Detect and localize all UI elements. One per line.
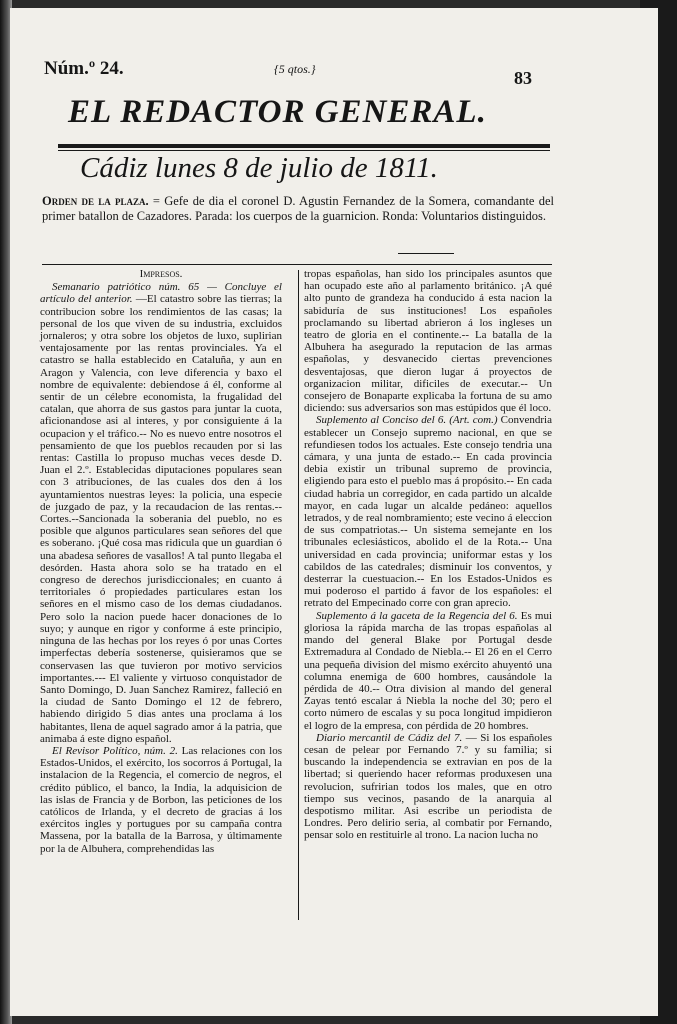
article-body: Convendria establecer un Consejo supremo nacional, en que se refundiesen todos los actuales. Este consejo tendria una cámara, y una junta de estado.-- En cada provincia debia existir un tribunal supremo de provincia, eligiendo para esto el pueblo mas á propósito.-- En cada ciudad habria un corregidor, en cada partido un alcalde mayor, en cada lugar un alcalde pedáneo: aquellos letrados, y de real nombramiento; este vecino á eleccion de sus compatriotas.-- Un sistema semejante en los tribunales eclesiásticos, abolido el de la Rota.-- Una universidad en cada provincia; uniformar estas y los cabildos de las catedrales; disminuir los conventos, y desterrar la cuestuacion.-- En los Estados-Unidos es mui poderoso el partido á favor de los españoles: el retrato del Empecinado corre con gran aprecio. bbox=[304, 414, 552, 610]
orden-de-la-plaza bbox=[42, 194, 554, 224]
dateline: Cádiz lunes 8 de julio de 1811. bbox=[80, 152, 438, 184]
article-paragraph bbox=[304, 610, 552, 732]
article-lead: Diario mercantil de Cádiz del 7. bbox=[316, 731, 463, 744]
article-paragraph bbox=[304, 268, 552, 414]
orden-heading: Orden de la plaza. bbox=[42, 194, 149, 208]
article-body: Es mui gloriosa la rápida marcha de las tropas españolas al mando del general Blake por Portugal desde Extremadura al Condado de Niebla.-- El 26 en el Cerro una pequeña division del mismo exército ahuyentó una columna enemiga de 600 hombres, causándole la pérdida de 40.-- Otra division al mando del general Zayas tentó escalar á Niebla la noche del 30; pero el corto número de escalas y su poca longitud impidieron el logro de la empresa, con pérdida de 20 hombres. bbox=[304, 609, 553, 732]
article-paragraph bbox=[40, 745, 282, 855]
article-paragraph bbox=[40, 281, 282, 745]
title-rule-thin bbox=[58, 150, 550, 151]
article-body: tropas españolas, han sido los principales asuntos que han ocupado este año al parlamento británico. ¡A qué alto punto de grandeza ha conducido á esta nacion la sabiduría de sus instituciones! Los españoles proclamando su libertad abrieron á los ingleses un teatro de gloria en el continente.-- La batalla de la Albuhera ha asegurado la reputacion de las armas españolas, y desvanecido ciertas prevenciones desventajosas, que dieron lugar á proyectos de organizacion militar, dificiles de executar.-- Un consejero de Bonaparte explicaba la fortuna de su amo diciendo: sus adversarios son mas estúpidos que él loco. bbox=[304, 268, 552, 415]
section-heading: Impresos. bbox=[139, 268, 183, 280]
article-lead: Semanario patriótico núm. 65 — Concluye el artículo del anterior. bbox=[40, 281, 282, 306]
left-column bbox=[40, 268, 282, 855]
article-lead: Suplemento al Conciso del 6. (Art. com.) bbox=[316, 414, 498, 427]
article-body: Las relaciones con los Estados-Unidos, el exército, los socorros á Portugal, la instalacion de la Regencia, el comercio de negros, el crédito público, el banco, la India, la adquisicion de las islas de Francia y de Borbon, las peticiones de los católicos de Irlanda, y el decreto de gracias á los exércitos ingles y portugues por su campaña contra Massena, por la batalla de la Barrosa, y últimamente por la de Albuhera, comprehendidas las bbox=[40, 744, 283, 855]
newspaper-page bbox=[10, 8, 658, 1016]
title-rule-thick bbox=[58, 144, 550, 148]
article-body: —El catastro sobre las tierras; la contribucion sobre los rendimientos de las casas; la personal de los que viven de su industria, excluidos jornaleros; y otra sobre los objetos de luxo, suplirian ventajosamente por las rentas provinciales. Ya el catastro se halla establecido en Cataluña, y aun en Aragon y Valencia, con leve diferencia y baxo el nombre de equivalente: debiendose á él, conforme al sentir de un célebre economista, la frugalidad del catalan, que ahorra de sus gastos para juntar la cuota, aficionandose asi al interes, y por consiguiente á la ocupacion y el tráfico.-- No es nuevo entre nosotros el pensamiento de que los pueblos recauden por si las rentas: Castilla lo propuso muchas veces desde D. Juan el 2.º. Establecidas diputaciones populares sean con 3 atribuciones, de las cuales dos den á los ayuntamientos nuestras leyes: la policia, una especie de juzgado de paz, y la recaudacion de las rentas.-- Cortes.--Sancionada la soberania del pueblo, no es posible que algunos particulares sean señores del que es soberano. ¡Qué cosa mas ridicula que un guardian ó una abadesa señores de vasallos! A tal punto llegaba el desórden. Hasta ahora solo se ha tratado en el congreso de derechos jurisdiccionales; en cuanto á territoriales ó propiedades particulares estan los señores en el mismo caso de los demas ciudadanos. Pero solo la nacion puede hacer donaciones de lo suyo; y aunque en rigor y conforme á este principio, ninguna de las hechas por los reyes ó por unas Cortes imperfectas debería sostenerse, quisieramos que se conservasen las que tuvieron por motivo servicios importantes.--- El valiente y virtuoso conquistador de Santo Domingo, D. Juan Sanchez Ramirez, falleció en la ciudad de Santo Domingo el 12 de febrero, habiendo dirigido 5 dias antes una proclama á los habitantes, llena de aquel sagrado amor á la patria, que animaba á este digno español. bbox=[40, 293, 282, 745]
right-column bbox=[304, 268, 552, 842]
article-paragraph bbox=[304, 414, 552, 609]
orden-text: = Gefe de dia el coronel D. Agustin Fernandez de la Somera, comandante del primer batallon de Cazadores. Parada: los cuerpos de la guarnicion. Ronda: Voluntarios distinguidos. bbox=[42, 194, 555, 223]
article-paragraph bbox=[304, 732, 552, 842]
article-lead: Suplemento á la gaceta de la Regencia del 6. bbox=[316, 609, 518, 622]
page-number: 83 bbox=[514, 68, 532, 88]
article-lead: El Revisor Político, núm. 2. bbox=[52, 744, 178, 757]
section-rule bbox=[42, 264, 552, 265]
short-divider bbox=[398, 253, 454, 254]
issue-number: Núm.º 24. bbox=[44, 58, 124, 79]
column-divider bbox=[298, 270, 299, 920]
newspaper-title: EL REDACTOR GENERAL. bbox=[68, 94, 487, 130]
article-body: — Si los españoles cesan de pelear por Fernando 7.º y su familia; si buscando la independencia se extravian en pos de la libertad; si queriendo hacer reformas produxesen una revolucion, sufririan todos los males, que en otro tiempo sus vecinos, pasando de la anarquia al despotismo militar. Asi escribe un periodista de Londres. Pero delirio seria, al combatir por Fernando, pensar solo en restituirle al trono. La nacion lucha no bbox=[304, 731, 552, 842]
issue-price: {5 qtos.} bbox=[274, 62, 316, 76]
